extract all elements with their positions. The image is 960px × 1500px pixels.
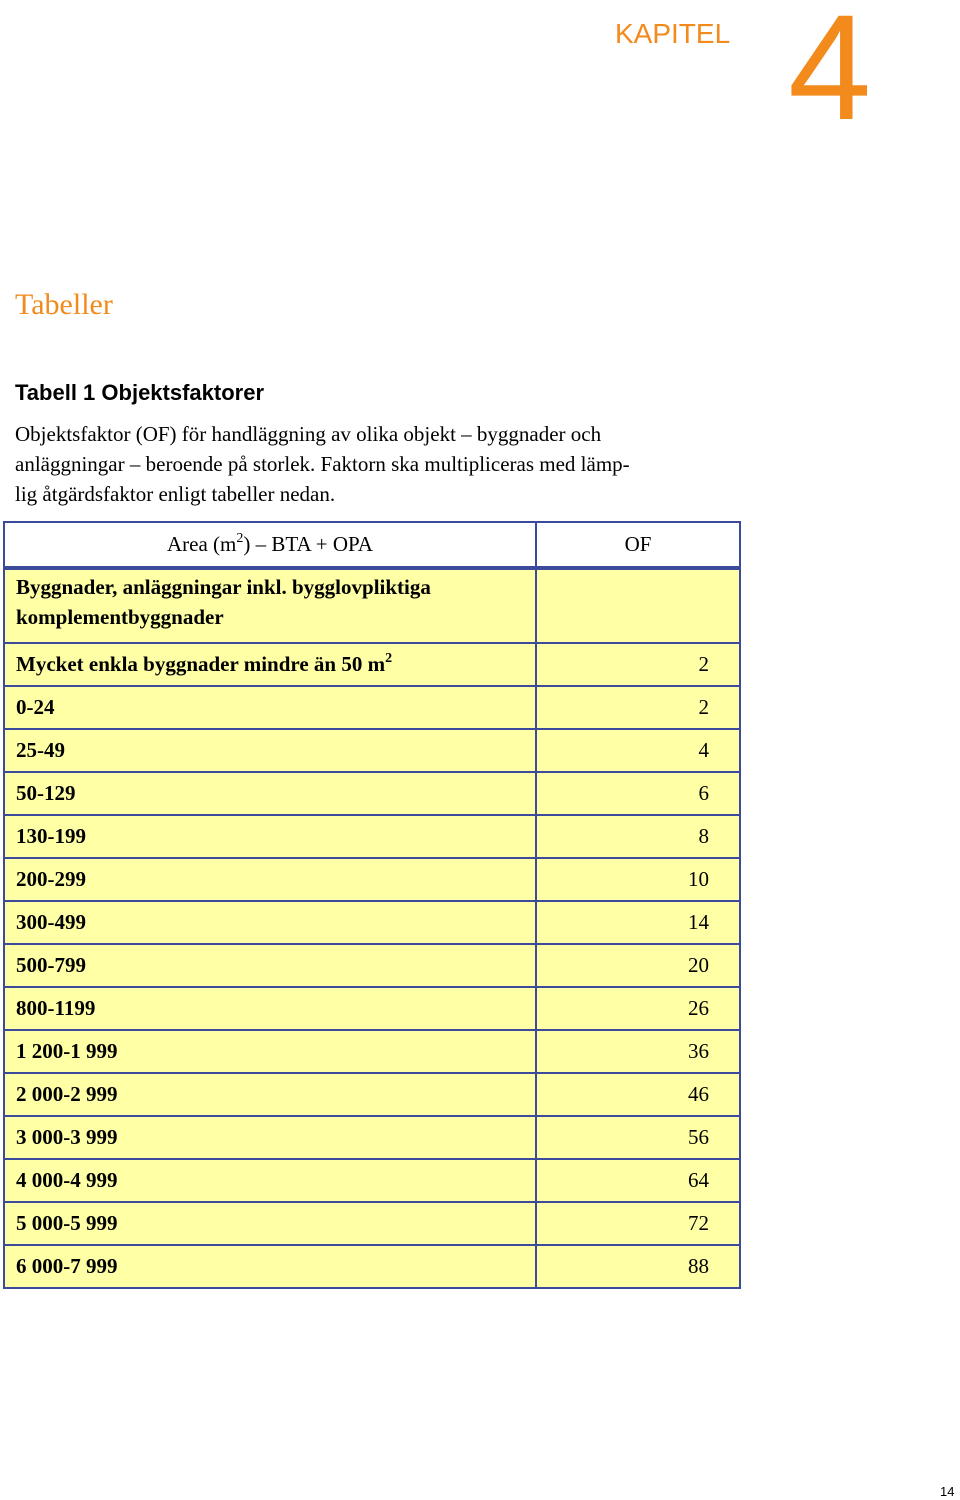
table-row — [4, 1116, 740, 1159]
intro-line: lig åtgärdsfaktor enligt tabeller nedan. — [15, 482, 336, 506]
intro-line: Objektsfaktor (OF) för handläggning av olika objekt – byggnader och — [15, 422, 602, 446]
of-value-cell: 72 — [536, 1202, 740, 1245]
table-row — [4, 1245, 740, 1288]
area-range-cell: 130-199 — [4, 815, 536, 858]
of-value-cell: 64 — [536, 1159, 740, 1202]
intro-line: anläggningar – beroende på storlek. Faktorn ska multipliceras med lämp- — [15, 452, 630, 476]
table-row — [4, 1202, 740, 1245]
area-range-cell: 300-499 — [4, 901, 536, 944]
table-title: Tabell 1 Objektsfaktorer — [15, 380, 265, 405]
of-value-cell: 46 — [536, 1073, 740, 1116]
table-row — [4, 901, 740, 944]
of-value-cell: 8 — [536, 815, 740, 858]
table-row — [4, 686, 740, 729]
of-value-cell: 26 — [536, 987, 740, 1030]
of-value-cell: 14 — [536, 901, 740, 944]
area-range-cell: 6 000-7 999 — [4, 1245, 536, 1288]
of-value-cell: 56 — [536, 1116, 740, 1159]
chapter-label: KAPITEL — [615, 18, 731, 49]
table-row — [4, 772, 740, 815]
area-range-cell: 50-129 — [4, 772, 536, 815]
simple-buildings-value: 2 — [536, 643, 740, 686]
header-of: OF — [536, 522, 740, 568]
area-range-cell: 4 000-4 999 — [4, 1159, 536, 1202]
of-value-cell: 88 — [536, 1245, 740, 1288]
area-range-cell: 0-24 — [4, 686, 536, 729]
chapter-number: 4 — [788, 0, 872, 151]
table-row — [4, 1073, 740, 1116]
table-row — [4, 1030, 740, 1073]
category-label: Byggnader, anläggningar inkl. bygglovpliktiga komplementbyggnader — [4, 568, 536, 643]
area-range-cell: 25-49 — [4, 729, 536, 772]
of-value-cell: 4 — [536, 729, 740, 772]
area-range-cell: 3 000-3 999 — [4, 1116, 536, 1159]
table-header-row — [4, 522, 740, 568]
of-value-cell: 2 — [536, 686, 740, 729]
table-row — [4, 729, 740, 772]
of-value-cell: 20 — [536, 944, 740, 987]
area-range-cell: 1 200-1 999 — [4, 1030, 536, 1073]
objektsfaktor-table — [3, 521, 741, 1289]
table-row — [4, 987, 740, 1030]
section-title: Tabeller — [15, 288, 113, 321]
category-empty-cell — [536, 568, 740, 643]
table-row — [4, 858, 740, 901]
area-range-cell: 200-299 — [4, 858, 536, 901]
area-range-cell: 800-1199 — [4, 987, 536, 1030]
area-range-cell: 500-799 — [4, 944, 536, 987]
page-number: 14 — [940, 1484, 955, 1499]
table-row — [4, 815, 740, 858]
table-row — [4, 944, 740, 987]
header-area: Area $(m^2)$ – BTA + OPA — [4, 522, 536, 568]
intro-paragraph — [15, 419, 735, 509]
table-row — [4, 1159, 740, 1202]
of-value-cell: 10 — [536, 858, 740, 901]
of-value-cell: 36 — [536, 1030, 740, 1073]
category-row — [4, 568, 740, 643]
area-range-cell: 2 000-2 999 — [4, 1073, 536, 1116]
of-value-cell: 6 — [536, 772, 740, 815]
area-range-cell: 5 000-5 999 — [4, 1202, 536, 1245]
simple-buildings-row — [4, 643, 740, 686]
simple-buildings-label: Mycket enkla byggnader mindre än 50 $m^2$ — [4, 643, 536, 686]
